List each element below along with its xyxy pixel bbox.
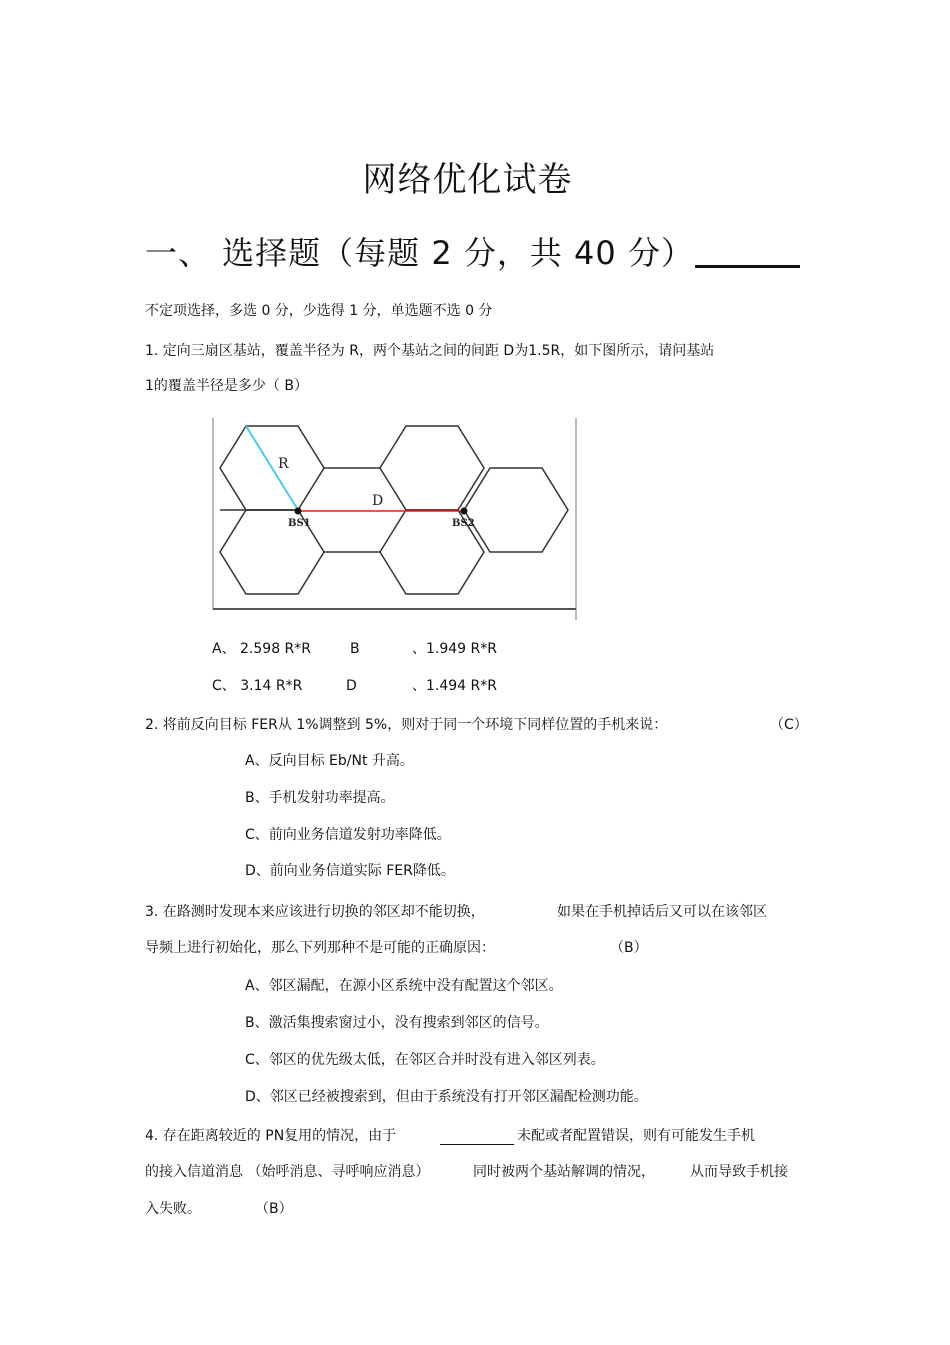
q1-option-a: A、 2.598 R*R bbox=[212, 641, 312, 657]
section-heading: 一、 选择题（每题 2 分，共 40 分） bbox=[145, 234, 694, 272]
bs2-label: BS2 bbox=[452, 518, 475, 529]
hexagon-top-middle bbox=[380, 426, 484, 510]
q1-option-c: C、 3.14 R*R bbox=[212, 678, 303, 694]
q2-option-b: B、手机发射功率提高。 bbox=[245, 790, 395, 806]
q3-stem-line1a: 3. 在路测时发现本来应该进行切换的邻区却不能切换， bbox=[145, 904, 485, 920]
page-title: 网络优化试卷 bbox=[362, 160, 573, 200]
q4-stem-line3: 入失败。 bbox=[145, 1201, 201, 1217]
q1-option-d-letter: D bbox=[346, 678, 357, 694]
q4-answer: （B） bbox=[255, 1201, 293, 1217]
distance-label: D bbox=[372, 493, 384, 509]
q1-option-d-value: 、1.494 R*R bbox=[412, 678, 497, 694]
q3-stem-line1b: 如果在手机掉话后又可以在该邻区 bbox=[557, 904, 767, 920]
q3-option-c: C、邻区的优先级太低，在邻区合并时没有进入邻区列表。 bbox=[245, 1052, 605, 1068]
q2-stem: 2. 将前反向目标 FER从 1%调整到 5%，则对于同一个环境下同样位置的手机来说： bbox=[145, 717, 668, 733]
q4-fill-blank bbox=[440, 1127, 514, 1145]
bs1-point bbox=[295, 508, 302, 515]
q3-option-d: D、邻区已经被搜索到，但由于系统没有打开邻区漏配检测功能。 bbox=[245, 1089, 648, 1105]
q4-stem-line1a: 4. 存在距离较近的 PN复用的情况，由于 bbox=[145, 1128, 397, 1144]
q4-stem-line1b: 未配或者配置错误，则有可能发生手机 bbox=[517, 1128, 755, 1144]
score-blank-line bbox=[695, 265, 800, 268]
q2-option-c: C、前向业务信道发射功率降低。 bbox=[245, 827, 451, 843]
radius-line bbox=[246, 426, 298, 510]
q2-option-a: A、反向目标 Eb/Nt 升高。 bbox=[245, 753, 414, 769]
q3-stem-line2: 导频上进行初始化，那么下列那种不是可能的正确原因： bbox=[145, 940, 495, 956]
q1-stem-line2: 1的覆盖半径是多少（ B） bbox=[145, 378, 308, 394]
hexagon-right bbox=[464, 468, 568, 552]
q3-answer: （B） bbox=[610, 940, 648, 956]
q4-stem-line2b: 同时被两个基站解调的情况， bbox=[473, 1164, 655, 1180]
q4-stem-line2c: 从而导致手机接 bbox=[690, 1164, 788, 1180]
q2-option-d: D、前向业务信道实际 FER降低。 bbox=[245, 863, 455, 879]
q1-option-b-letter: B bbox=[350, 641, 360, 657]
q1-option-b-value: 、1.949 R*R bbox=[412, 641, 497, 657]
radius-label: R bbox=[278, 456, 289, 472]
q1-stem-line1: 1. 定向三扇区基站，覆盖半径为 R，两个基站之间的间距 D为1.5R，如下图所示，请问基站 bbox=[145, 343, 715, 359]
q4-stem-line2a: 的接入信道消息 （始呼消息、寻呼响应消息） bbox=[145, 1164, 430, 1180]
bs1-label: BS1 bbox=[288, 518, 311, 529]
hexagon-cell-diagram bbox=[212, 416, 578, 620]
q2-answer: （C） bbox=[770, 717, 808, 733]
bs2-point bbox=[461, 508, 468, 515]
q3-option-b: B、激活集搜索窗过小，没有搜索到邻区的信号。 bbox=[245, 1015, 549, 1031]
instructions: 不定项选择，多选 0 分，少选得 1 分，单选题不选 0 分 bbox=[145, 303, 493, 319]
q3-option-a: A、邻区漏配，在源小区系统中没有配置这个邻区。 bbox=[245, 978, 563, 994]
